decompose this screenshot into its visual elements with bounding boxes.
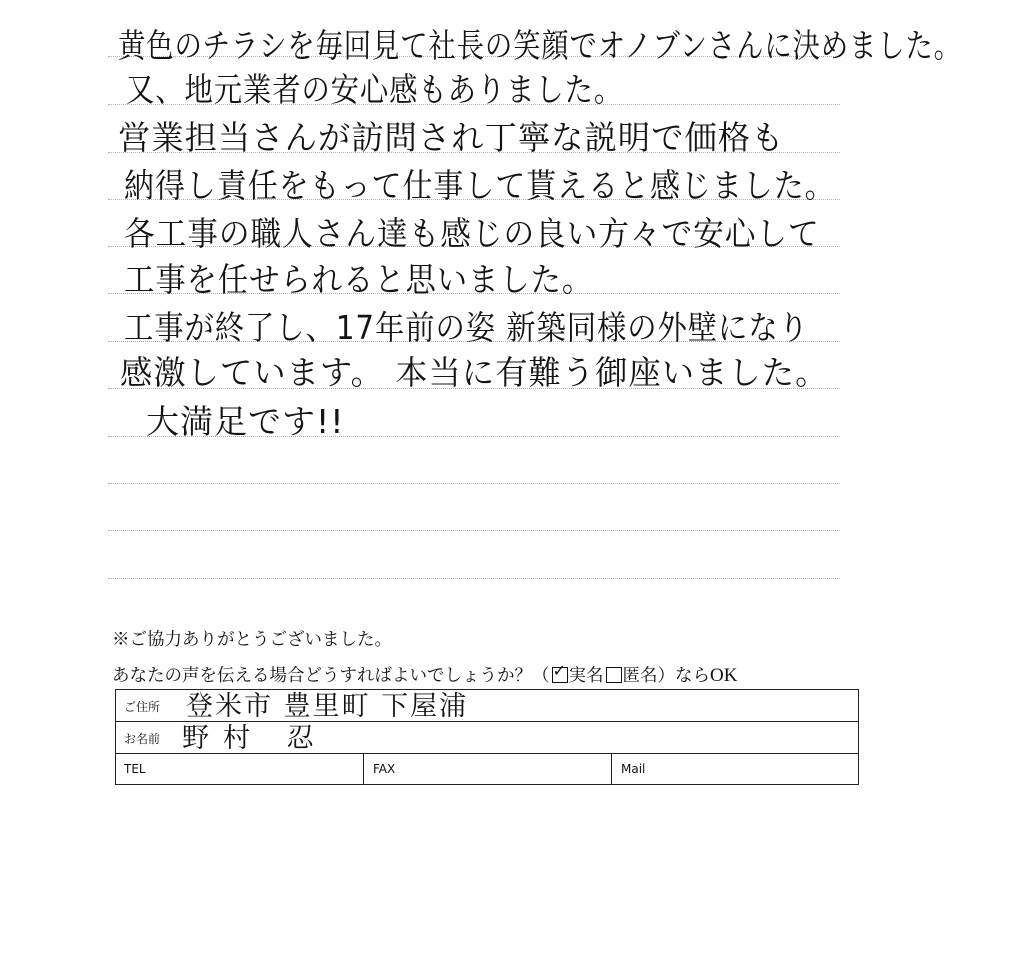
comment-line: 黄色のチラシを毎回見て社長の笑顔でオノブンさんに決めました。 [118, 26, 962, 65]
thanks-note: ※ご協力ありがとうございました。 [112, 630, 392, 650]
comment-line: 各工事の職人さん達も感じの良い方々で安心して [124, 214, 820, 253]
comment-line: 感激しています。 本当に有難う御座いました。 [120, 353, 829, 392]
real-name-checkbox[interactable] [552, 661, 568, 683]
name-row [116, 722, 858, 754]
ok-label: OK [710, 665, 738, 686]
ruled-line [108, 530, 840, 531]
comment-line: 営業担当さんが訪問され丁寧な説明で価格も [118, 118, 785, 157]
comment-line: 大満足です!! [146, 402, 345, 441]
comment-line: 工事が終了し、17年前の姿 新築同様の外壁になり [124, 308, 809, 347]
address-label: ご住所 [124, 700, 161, 714]
contact-form [115, 689, 859, 785]
name-label: お名前 [124, 732, 161, 746]
comment-line: 納得し責任をもって仕事して貰えると感じました。 [124, 166, 836, 205]
real-name-label: 実名 [568, 666, 604, 686]
anonymous-checkbox[interactable] [606, 667, 622, 683]
publish-question-closing: ）なら [657, 666, 710, 686]
anonymous-label: 匿名 [622, 666, 658, 686]
mail-cell[interactable] [611, 754, 858, 785]
contact-row [116, 754, 858, 786]
ruled-line [108, 483, 840, 484]
mail-label: Mail [621, 762, 646, 776]
comment-line: 又、地元業者の安心感もありました。 [126, 70, 624, 109]
name-field[interactable]: 野村 忍 [182, 723, 328, 754]
ruled-line [108, 578, 840, 579]
fax-label: FAX [373, 762, 396, 776]
publish-question-text: あなたの声を伝える場合どうすればよいでしょうか？（ [112, 666, 550, 686]
tel-label: TEL [124, 762, 146, 776]
comment-line: 工事を任せられると思いました。 [124, 260, 594, 299]
check-mark-icon: ✓ [552, 661, 566, 680]
address-field[interactable]: 登米市 豊里町 下屋浦 [186, 691, 469, 722]
fax-cell[interactable] [363, 754, 611, 785]
